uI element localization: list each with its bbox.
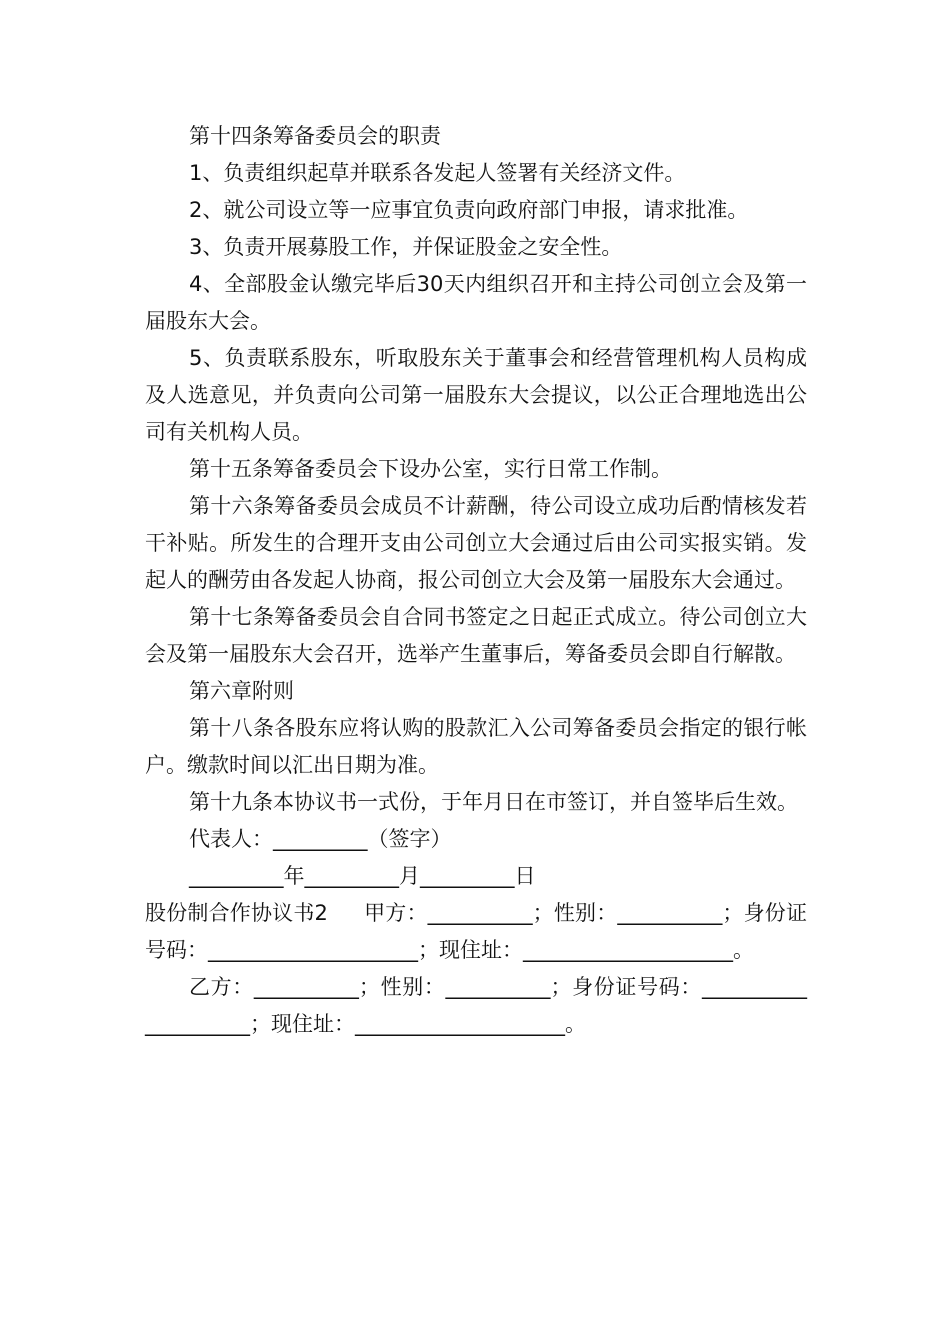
paragraph-art14-item5: 5、负责联系股东，听取股东关于董事会和经营管理机构人员构成及人选意见，并负责向公司第一届股东大会提议，以公正合理地选出公司有关机构人员。 [145,346,807,444]
doc2-title: 股份制合作协议书2 [145,901,328,925]
paragraph-chapter6: 第六章附则 [189,679,294,703]
paragraph-art14-item1: 1、负责组织起草并联系各发起人签署有关经济文件。 [189,161,686,185]
paragraph-art18: 第十八条各股东应将认购的股款汇入公司筹备委员会指定的银行帐户。缴款时间以汇出日期为准。 [145,716,807,777]
paragraph-art14-item2: 2、就公司设立等一应事宜负责向政府部门申报，请求批准。 [189,198,749,222]
paragraph-art19: 第十九条本协议书一式份，于年月日在市签订，并自签毕后生效。 [189,790,798,814]
paragraph-art17: 第十七条筹备委员会自合同书签定之日起正式成立。待公司创立大会及第一届股东大会召开，选举产生董事后，筹备委员会即自行解散。 [145,605,807,666]
party-a-paragraph [145,895,807,969]
paragraph-art14-item4: 4、全部股金认缴完毕后30天内组织召开和主持公司创立会及第一届股东大会。 [145,272,807,333]
document-body [145,118,807,895]
paragraph-art15: 第十五条筹备委员会下设办公室，实行日常工作制。 [189,457,672,481]
paragraph-representative: 代表人：_________（签字） [189,827,452,851]
party-a-text: 甲方：__________；性别：__________；身份证号码：____________________；现住址：____________________。 [145,901,807,962]
party-b-paragraph: 乙方：__________；性别：__________；身份证号码：____________________；现住址：____________________。 [145,975,807,1036]
paragraph-art14-item3: 3、负责开展募股工作，并保证股金之安全性。 [189,235,623,259]
document-page [145,118,807,1043]
paragraph-art14-title: 第十四条筹备委员会的职责 [189,124,441,148]
paragraph-art16: 第十六条筹备委员会成员不计薪酬，待公司设立成功后酌情核发若干补贴。所发生的合理开支由公司创立大会通过后由公司实报实销。发起人的酬劳由各发起人协商，报公司创立大会及第一届股东大会通过。 [145,494,807,592]
paragraph-date-line: _________年_________月_________日 [189,864,536,888]
